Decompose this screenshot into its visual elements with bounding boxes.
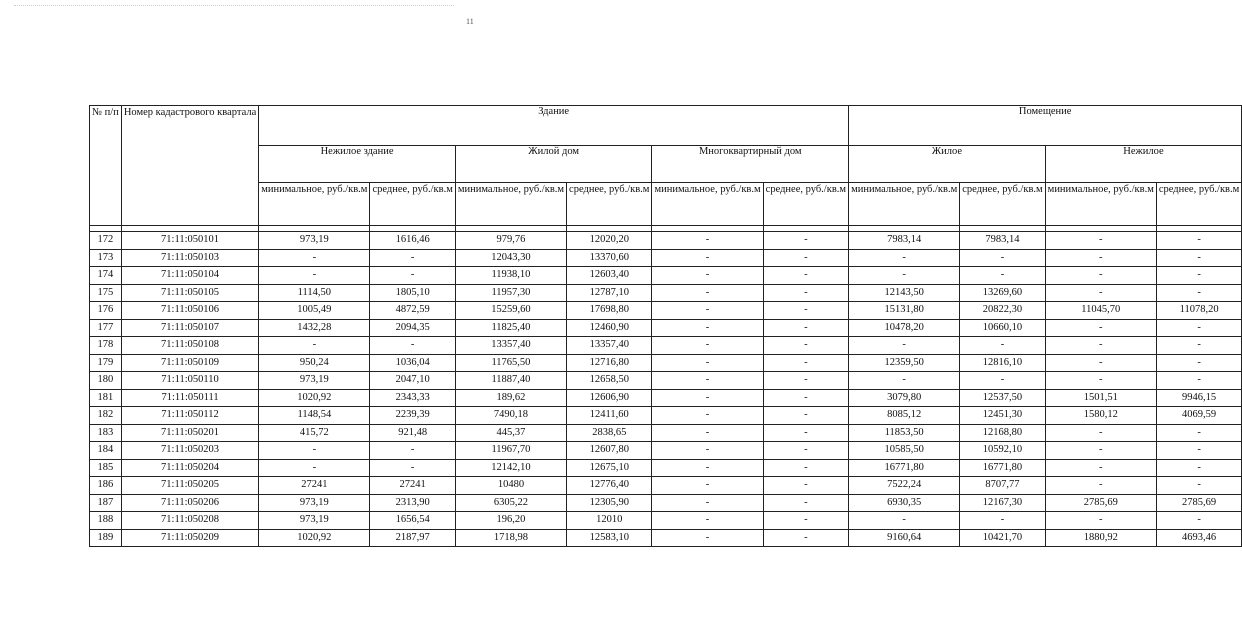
nonres-building-avg-cell: 2343,33	[370, 389, 455, 407]
apartment-building-avg-cell: -	[763, 477, 848, 495]
residential-min-cell: 16771,80	[849, 459, 960, 477]
table-row	[90, 249, 1242, 267]
header-min: минимальное, руб./кв.м	[455, 183, 566, 226]
table-body	[90, 232, 1242, 547]
residential-min-cell: -	[849, 337, 960, 355]
row-num-cell: 185	[90, 459, 122, 477]
nonres-building-min-cell: 1020,92	[259, 389, 370, 407]
house-min-cell: 12142,10	[455, 459, 566, 477]
table-row	[90, 529, 1242, 547]
house-avg-cell: 12010	[567, 512, 652, 530]
residential-min-cell: 7983,14	[849, 232, 960, 250]
header-nonresidential: Нежилое	[1045, 146, 1242, 183]
house-min-cell: 7490,18	[455, 407, 566, 425]
nonresidential-min-cell: -	[1045, 459, 1156, 477]
row-num-cell: 189	[90, 529, 122, 547]
nonres-building-min-cell: 973,19	[259, 372, 370, 390]
nonres-building-min-cell: 973,19	[259, 232, 370, 250]
header-nonres-building: Нежилое здание	[259, 146, 456, 183]
nonresidential-avg-cell: 11078,20	[1156, 302, 1241, 320]
row-num-cell: 184	[90, 442, 122, 460]
nonres-building-min-cell: -	[259, 249, 370, 267]
nonres-building-avg-cell: 2313,90	[370, 494, 455, 512]
cadastral-number-cell: 71:11:050111	[121, 389, 258, 407]
table-row	[90, 424, 1242, 442]
nonresidential-avg-cell: -	[1156, 232, 1241, 250]
apartment-building-avg-cell: -	[763, 232, 848, 250]
house-avg-cell: 17698,80	[567, 302, 652, 320]
nonres-building-avg-cell: -	[370, 337, 455, 355]
table-row	[90, 267, 1242, 285]
table-row	[90, 494, 1242, 512]
apartment-building-avg-cell: -	[763, 512, 848, 530]
apartment-building-min-cell: -	[652, 372, 763, 390]
residential-min-cell: 11853,50	[849, 424, 960, 442]
row-num-cell: 182	[90, 407, 122, 425]
header-avg: среднее, руб./кв.м	[567, 183, 652, 226]
nonres-building-avg-cell: -	[370, 249, 455, 267]
table-row	[90, 372, 1242, 390]
nonres-building-min-cell: 1020,92	[259, 529, 370, 547]
nonres-building-avg-cell: 27241	[370, 477, 455, 495]
apartment-building-min-cell: -	[652, 459, 763, 477]
house-min-cell: 11938,10	[455, 267, 566, 285]
cadastral-number-cell: 71:11:050205	[121, 477, 258, 495]
cadastral-number-cell: 71:11:050206	[121, 494, 258, 512]
nonresidential-min-cell: -	[1045, 319, 1156, 337]
house-avg-cell: 12020,20	[567, 232, 652, 250]
header-avg: среднее, руб./кв.м	[370, 183, 455, 226]
nonresidential-avg-cell: -	[1156, 337, 1241, 355]
nonres-building-avg-cell: 1805,10	[370, 284, 455, 302]
residential-avg-cell: -	[960, 337, 1045, 355]
cadastral-number-cell: 71:11:050110	[121, 372, 258, 390]
nonres-building-avg-cell: 1656,54	[370, 512, 455, 530]
residential-min-cell: -	[849, 249, 960, 267]
nonresidential-min-cell: -	[1045, 284, 1156, 302]
house-min-cell: 12043,30	[455, 249, 566, 267]
apartment-building-avg-cell: -	[763, 267, 848, 285]
residential-min-cell: 12143,50	[849, 284, 960, 302]
nonresidential-min-cell: 1580,12	[1045, 407, 1156, 425]
house-avg-cell: 2838,65	[567, 424, 652, 442]
nonres-building-min-cell: -	[259, 459, 370, 477]
house-avg-cell: 12716,80	[567, 354, 652, 372]
apartment-building-avg-cell: -	[763, 442, 848, 460]
residential-avg-cell: 12167,30	[960, 494, 1045, 512]
apartment-building-min-cell: -	[652, 267, 763, 285]
nonresidential-avg-cell: -	[1156, 442, 1241, 460]
row-num-cell: 180	[90, 372, 122, 390]
cadastral-number-cell: 71:11:050108	[121, 337, 258, 355]
nonres-building-min-cell: 1432,28	[259, 319, 370, 337]
nonres-building-avg-cell: -	[370, 442, 455, 460]
house-min-cell: 11967,70	[455, 442, 566, 460]
apartment-building-min-cell: -	[652, 337, 763, 355]
nonres-building-min-cell: -	[259, 442, 370, 460]
residential-avg-cell: -	[960, 512, 1045, 530]
house-avg-cell: 13357,40	[567, 337, 652, 355]
residential-avg-cell: -	[960, 249, 1045, 267]
nonres-building-min-cell: 973,19	[259, 512, 370, 530]
cadastral-number-cell: 71:11:050208	[121, 512, 258, 530]
residential-min-cell: 3079,80	[849, 389, 960, 407]
nonresidential-min-cell: -	[1045, 442, 1156, 460]
header-avg: среднее, руб./кв.м	[1156, 183, 1241, 226]
apartment-building-avg-cell: -	[763, 424, 848, 442]
nonres-building-avg-cell: 2094,35	[370, 319, 455, 337]
residential-min-cell: 7522,24	[849, 477, 960, 495]
residential-avg-cell: 12451,30	[960, 407, 1045, 425]
residential-min-cell: 10585,50	[849, 442, 960, 460]
apartment-building-min-cell: -	[652, 442, 763, 460]
nonres-building-avg-cell: -	[370, 459, 455, 477]
residential-avg-cell: 7983,14	[960, 232, 1045, 250]
scan-noise	[14, 5, 454, 8]
row-num-cell: 183	[90, 424, 122, 442]
nonresidential-min-cell: -	[1045, 477, 1156, 495]
row-num-cell: 177	[90, 319, 122, 337]
house-avg-cell: 12411,60	[567, 407, 652, 425]
apartment-building-avg-cell: -	[763, 494, 848, 512]
house-min-cell: 6305,22	[455, 494, 566, 512]
cadastral-number-cell: 71:11:050203	[121, 442, 258, 460]
nonres-building-min-cell: 1148,54	[259, 407, 370, 425]
row-num-cell: 176	[90, 302, 122, 320]
apartment-building-avg-cell: -	[763, 302, 848, 320]
apartment-building-avg-cell: -	[763, 389, 848, 407]
residential-avg-cell: 12168,80	[960, 424, 1045, 442]
nonresidential-avg-cell: -	[1156, 512, 1241, 530]
header-min: минимальное, руб./кв.м	[1045, 183, 1156, 226]
house-min-cell: 10480	[455, 477, 566, 495]
cadastral-number-cell: 71:11:050101	[121, 232, 258, 250]
nonres-building-avg-cell: 1036,04	[370, 354, 455, 372]
apartment-building-avg-cell: -	[763, 459, 848, 477]
nonres-building-avg-cell: 4872,59	[370, 302, 455, 320]
table-row	[90, 512, 1242, 530]
header-min: минимальное, руб./кв.м	[652, 183, 763, 226]
nonresidential-min-cell: 11045,70	[1045, 302, 1156, 320]
apartment-building-min-cell: -	[652, 512, 763, 530]
apartment-building-avg-cell: -	[763, 407, 848, 425]
nonres-building-avg-cell: -	[370, 267, 455, 285]
house-avg-cell: 12583,10	[567, 529, 652, 547]
header-avg: среднее, руб./кв.м	[763, 183, 848, 226]
residential-avg-cell: 20822,30	[960, 302, 1045, 320]
nonresidential-avg-cell: -	[1156, 459, 1241, 477]
nonresidential-avg-cell: 4693,46	[1156, 529, 1241, 547]
house-min-cell: 11825,40	[455, 319, 566, 337]
row-num-cell: 181	[90, 389, 122, 407]
nonres-building-min-cell: 1114,50	[259, 284, 370, 302]
house-avg-cell: 12787,10	[567, 284, 652, 302]
residential-avg-cell: 12537,50	[960, 389, 1045, 407]
house-avg-cell: 12675,10	[567, 459, 652, 477]
nonresidential-avg-cell: 4069,59	[1156, 407, 1241, 425]
cadastral-number-cell: 71:11:050204	[121, 459, 258, 477]
cadastral-value-table	[89, 105, 1242, 547]
row-num-cell: 175	[90, 284, 122, 302]
nonresidential-min-cell: -	[1045, 249, 1156, 267]
house-min-cell: 189,62	[455, 389, 566, 407]
residential-min-cell: 15131,80	[849, 302, 960, 320]
nonresidential-avg-cell: 9946,15	[1156, 389, 1241, 407]
header-building: Здание	[259, 106, 849, 146]
header-num: № п/п	[90, 106, 122, 226]
nonresidential-avg-cell: -	[1156, 354, 1241, 372]
row-num-cell: 178	[90, 337, 122, 355]
residential-avg-cell: 10592,10	[960, 442, 1045, 460]
table-row	[90, 232, 1242, 250]
house-avg-cell: 12603,40	[567, 267, 652, 285]
row-num-cell: 174	[90, 267, 122, 285]
residential-avg-cell: 10421,70	[960, 529, 1045, 547]
row-num-cell: 187	[90, 494, 122, 512]
residential-min-cell: 12359,50	[849, 354, 960, 372]
residential-min-cell: 8085,12	[849, 407, 960, 425]
nonres-building-avg-cell: 2047,10	[370, 372, 455, 390]
nonres-building-avg-cell: 2239,39	[370, 407, 455, 425]
row-num-cell: 186	[90, 477, 122, 495]
nonresidential-avg-cell: -	[1156, 372, 1241, 390]
header-premises: Помещение	[849, 106, 1242, 146]
nonresidential-min-cell: 2785,69	[1045, 494, 1156, 512]
nonresidential-avg-cell: -	[1156, 319, 1241, 337]
house-avg-cell: 12305,90	[567, 494, 652, 512]
nonresidential-min-cell: -	[1045, 232, 1156, 250]
apartment-building-avg-cell: -	[763, 284, 848, 302]
residential-avg-cell: 16771,80	[960, 459, 1045, 477]
house-min-cell: 11765,50	[455, 354, 566, 372]
apartment-building-min-cell: -	[652, 477, 763, 495]
house-avg-cell: 12776,40	[567, 477, 652, 495]
nonres-building-min-cell: 415,72	[259, 424, 370, 442]
table-row	[90, 407, 1242, 425]
apartment-building-min-cell: -	[652, 249, 763, 267]
apartment-building-min-cell: -	[652, 529, 763, 547]
apartment-building-avg-cell: -	[763, 319, 848, 337]
nonresidential-avg-cell: -	[1156, 284, 1241, 302]
row-num-cell: 173	[90, 249, 122, 267]
nonres-building-avg-cell: 2187,97	[370, 529, 455, 547]
cadastral-number-cell: 71:11:050106	[121, 302, 258, 320]
apartment-building-avg-cell: -	[763, 337, 848, 355]
house-min-cell: 445,37	[455, 424, 566, 442]
house-min-cell: 979,76	[455, 232, 566, 250]
house-min-cell: 1718,98	[455, 529, 566, 547]
nonresidential-min-cell: -	[1045, 337, 1156, 355]
apartment-building-min-cell: -	[652, 389, 763, 407]
table-row	[90, 284, 1242, 302]
nonresidential-avg-cell: -	[1156, 249, 1241, 267]
house-avg-cell: 12460,90	[567, 319, 652, 337]
nonres-building-min-cell: 27241	[259, 477, 370, 495]
header-apartment-building: Многоквартирный дом	[652, 146, 849, 183]
nonresidential-min-cell: 1880,92	[1045, 529, 1156, 547]
page-number: 11	[466, 17, 474, 26]
nonresidential-min-cell: -	[1045, 512, 1156, 530]
row-num-cell: 179	[90, 354, 122, 372]
residential-avg-cell: 13269,60	[960, 284, 1045, 302]
nonresidential-avg-cell: 2785,69	[1156, 494, 1241, 512]
house-min-cell: 13357,40	[455, 337, 566, 355]
house-min-cell: 11957,30	[455, 284, 566, 302]
cadastral-number-cell: 71:11:050112	[121, 407, 258, 425]
apartment-building-min-cell: -	[652, 494, 763, 512]
nonresidential-avg-cell: -	[1156, 424, 1241, 442]
row-num-cell: 188	[90, 512, 122, 530]
house-min-cell: 15259,60	[455, 302, 566, 320]
house-min-cell: 11887,40	[455, 372, 566, 390]
header-house: Жилой дом	[455, 146, 652, 183]
cadastral-number-cell: 71:11:050201	[121, 424, 258, 442]
residential-min-cell: -	[849, 512, 960, 530]
table-row	[90, 337, 1242, 355]
nonres-building-min-cell: 950,24	[259, 354, 370, 372]
residential-min-cell: -	[849, 267, 960, 285]
apartment-building-min-cell: -	[652, 232, 763, 250]
cadastral-number-cell: 71:11:050209	[121, 529, 258, 547]
apartment-building-avg-cell: -	[763, 249, 848, 267]
table-row	[90, 354, 1242, 372]
residential-avg-cell: 10660,10	[960, 319, 1045, 337]
header-avg: среднее, руб./кв.м	[960, 183, 1045, 226]
nonres-building-min-cell: -	[259, 337, 370, 355]
table-row	[90, 442, 1242, 460]
nonresidential-avg-cell: -	[1156, 267, 1241, 285]
nonresidential-min-cell: 1501,51	[1045, 389, 1156, 407]
row-num-cell: 172	[90, 232, 122, 250]
nonres-building-min-cell: 1005,49	[259, 302, 370, 320]
residential-avg-cell: -	[960, 372, 1045, 390]
nonresidential-min-cell: -	[1045, 267, 1156, 285]
cadastral-number-cell: 71:11:050109	[121, 354, 258, 372]
nonres-building-min-cell: 973,19	[259, 494, 370, 512]
apartment-building-min-cell: -	[652, 424, 763, 442]
nonres-building-avg-cell: 1616,46	[370, 232, 455, 250]
table-row	[90, 389, 1242, 407]
house-avg-cell: 13370,60	[567, 249, 652, 267]
residential-avg-cell: -	[960, 267, 1045, 285]
nonresidential-avg-cell: -	[1156, 477, 1241, 495]
nonres-building-avg-cell: 921,48	[370, 424, 455, 442]
apartment-building-min-cell: -	[652, 284, 763, 302]
apartment-building-min-cell: -	[652, 354, 763, 372]
apartment-building-min-cell: -	[652, 319, 763, 337]
table-row	[90, 302, 1242, 320]
cadastral-number-cell: 71:11:050104	[121, 267, 258, 285]
apartment-building-min-cell: -	[652, 407, 763, 425]
apartment-building-avg-cell: -	[763, 529, 848, 547]
nonresidential-min-cell: -	[1045, 354, 1156, 372]
cadastral-number-cell: 71:11:050107	[121, 319, 258, 337]
header-min: минимальное, руб./кв.м	[259, 183, 370, 226]
house-avg-cell: 12607,80	[567, 442, 652, 460]
nonresidential-min-cell: -	[1045, 372, 1156, 390]
table-row	[90, 459, 1242, 477]
cadastral-number-cell: 71:11:050103	[121, 249, 258, 267]
cadastral-number-cell: 71:11:050105	[121, 284, 258, 302]
apartment-building-min-cell: -	[652, 302, 763, 320]
house-min-cell: 196,20	[455, 512, 566, 530]
apartment-building-avg-cell: -	[763, 372, 848, 390]
residential-min-cell: 6930,35	[849, 494, 960, 512]
table-row	[90, 477, 1242, 495]
header-min: минимальное, руб./кв.м	[849, 183, 960, 226]
nonres-building-min-cell: -	[259, 267, 370, 285]
table-row	[90, 319, 1242, 337]
header-residential: Жилое	[849, 146, 1046, 183]
residential-avg-cell: 8707,77	[960, 477, 1045, 495]
residential-avg-cell: 12816,10	[960, 354, 1045, 372]
residential-min-cell: -	[849, 372, 960, 390]
house-avg-cell: 12658,50	[567, 372, 652, 390]
residential-min-cell: 9160,64	[849, 529, 960, 547]
house-avg-cell: 12606,90	[567, 389, 652, 407]
apartment-building-avg-cell: -	[763, 354, 848, 372]
nonresidential-min-cell: -	[1045, 424, 1156, 442]
residential-min-cell: 10478,20	[849, 319, 960, 337]
header-cadastral: Номер кадастрового квартала	[121, 106, 258, 226]
